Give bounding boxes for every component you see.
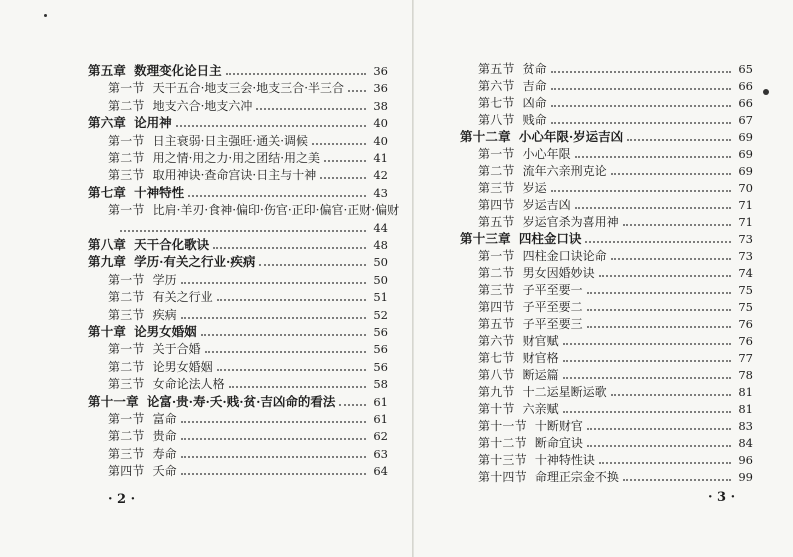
toc-leader-dots — [320, 177, 366, 179]
toc-entry-label: 第八节 — [478, 368, 515, 382]
toc-entry-label: 第一节 — [108, 412, 145, 426]
toc-section-row — [478, 246, 753, 263]
toc-entry-label: 第六节 — [478, 79, 515, 93]
toc-entry-label: 第三节 — [108, 446, 145, 461]
toc-entry-title: 子平至要一 — [522, 283, 583, 297]
toc-page-number: 51 — [373, 290, 388, 305]
toc-section-row — [108, 339, 388, 356]
toc-entry-label: 第一节 — [478, 249, 515, 263]
toc-leader-dots — [551, 122, 731, 124]
toc-chapter-row — [88, 113, 388, 130]
toc-entry-title: 论男女婚姻 — [152, 359, 213, 374]
toc-entry-title: 论用神 — [134, 115, 172, 131]
toc-leader-dots — [181, 456, 366, 458]
toc-section-row — [478, 178, 753, 195]
toc-page-number: 58 — [373, 377, 388, 392]
toc-continuation-row — [108, 218, 388, 235]
toc-page-number: 38 — [373, 98, 388, 113]
right-page — [418, 0, 793, 557]
toc-leader-dots — [563, 343, 731, 345]
toc-leader-dots — [312, 143, 366, 145]
toc-entry-title: 女命论法人格 — [152, 377, 225, 392]
toc-page-number: 56 — [373, 359, 388, 374]
toc-page-number: 84 — [738, 436, 753, 450]
toc-page-number: 71 — [738, 198, 753, 212]
toc-leader-dots — [229, 386, 366, 388]
toc-entry-label: 第十二节 — [478, 436, 527, 450]
toc-entry-title: 小心年限 — [522, 147, 571, 161]
toc-entry-title: 子平至要三 — [522, 317, 583, 331]
toc-page-number: 99 — [738, 470, 753, 484]
toc-entry-label: 第六节 — [478, 334, 515, 348]
toc-entry-title: 吉命 — [522, 79, 547, 93]
toc-entry-label: 第十节 — [478, 402, 515, 416]
toc-entry-label: 第二节 — [108, 359, 145, 374]
toc-entry-label: 第一节 — [108, 272, 145, 287]
toc-entry-title: 岁运官杀为喜用神 — [522, 215, 619, 229]
toc-entry-title: 岁运吉凶 — [522, 198, 571, 212]
toc-page-number: 78 — [738, 368, 753, 382]
toc-page-number: 50 — [373, 255, 388, 270]
toc-entry-title: 四柱金口诀论命 — [522, 249, 607, 263]
toc-entry-label: 第九章 — [88, 254, 127, 270]
toc-page-number: 75 — [738, 300, 753, 314]
toc-entry-title: 贱命 — [522, 113, 547, 127]
toc-section-row — [478, 416, 753, 433]
toc-page-number: 76 — [738, 317, 753, 331]
toc-leader-dots — [611, 394, 731, 396]
toc-page-number: 40 — [373, 116, 388, 131]
toc-entry-title: 疾病 — [152, 307, 177, 322]
toc-entry-label: 第三节 — [478, 283, 515, 297]
toc-entry-title: 财官格 — [522, 351, 559, 365]
toc-section-row — [108, 426, 388, 443]
toc-entry-title: 地支六合·地支六冲 — [152, 98, 253, 113]
toc-page-number: 81 — [738, 385, 753, 399]
toc-section-row — [478, 382, 753, 399]
toc-leader-dots — [551, 105, 731, 107]
toc-leader-dots — [611, 258, 731, 260]
toc-leader-dots — [181, 473, 366, 475]
toc-section-row — [478, 212, 753, 229]
toc-section-row — [478, 314, 753, 331]
toc-leader-dots — [575, 207, 731, 209]
toc-entry-title: 十二运星断运歌 — [522, 385, 607, 399]
toc-page-number: 36 — [373, 64, 388, 78]
toc-entry-label: 第三节 — [478, 181, 515, 195]
toc-page-number: 61 — [373, 394, 388, 409]
toc-entry-title: 四柱金口诀 — [518, 231, 582, 246]
toc-chapter-row — [460, 127, 753, 144]
toc-section-row — [478, 144, 753, 161]
toc-entry-title: 关于合婚 — [152, 342, 201, 357]
toc-section-row — [478, 433, 753, 450]
toc-page-number: 70 — [738, 181, 753, 195]
toc-page-number: 65 — [738, 62, 753, 76]
toc-leader-dots — [599, 462, 731, 464]
toc-entry-label: 第七节 — [478, 351, 515, 365]
toc-entry-title: 流年六亲刑克论 — [522, 164, 607, 178]
toc-leader-dots — [226, 73, 366, 75]
toc-leader-dots — [587, 309, 731, 311]
toc-entry-title: 凶命 — [522, 96, 547, 110]
toc-entry-label: 第二节 — [108, 290, 145, 305]
toc-page-number: 69 — [738, 147, 753, 161]
toc-section-row — [478, 331, 753, 348]
toc-leader-dots — [205, 351, 366, 353]
toc-entry-label: 第一节 — [478, 147, 515, 161]
toc-section-row — [478, 263, 753, 280]
toc-leader-dots — [201, 334, 366, 336]
toc-chapter-row — [88, 252, 388, 269]
toc-page-number: 66 — [738, 96, 753, 110]
toc-section-row — [108, 78, 388, 95]
toc-entry-title: 贵命 — [152, 429, 177, 444]
toc-section-row — [108, 444, 388, 461]
toc-page-number: 75 — [738, 283, 753, 297]
toc-page-number: 48 — [373, 238, 388, 252]
toc-page-number: 62 — [373, 429, 388, 444]
toc-page-number: 50 — [373, 272, 388, 287]
toc-section-row — [108, 357, 388, 374]
toc-section-row — [478, 195, 753, 212]
toc-entry-title: 学历·有关之行业·疾病 — [134, 254, 256, 270]
toc-leader-dots — [176, 125, 366, 127]
toc-page-number: 83 — [738, 419, 753, 433]
toc-section-row — [478, 450, 753, 467]
book-gutter — [412, 0, 414, 557]
toc-page-number: 66 — [738, 79, 753, 93]
toc-entry-title: 数理变化论日主 — [134, 63, 222, 78]
toc-section-row — [108, 200, 400, 218]
toc-section-row — [478, 59, 753, 76]
toc-entry-label: 第二节 — [108, 151, 145, 165]
toc-page-number: 64 — [373, 464, 388, 479]
page-number-right: · 3 · — [708, 490, 736, 505]
toc-page-number: 42 — [373, 168, 388, 183]
toc-leader-dots — [623, 479, 731, 481]
toc-chapter-row — [460, 229, 753, 246]
toc-entry-label: 第八节 — [478, 113, 515, 127]
toc-entry-title: 岁运 — [522, 181, 547, 195]
toc-page-number: 52 — [373, 307, 388, 322]
toc-chapter-row — [88, 392, 388, 409]
toc-section-row — [108, 305, 388, 322]
toc-section-row — [478, 297, 753, 314]
toc-section-row — [478, 365, 753, 382]
toc-leader-dots — [213, 247, 366, 249]
toc-page-number: 71 — [738, 215, 753, 229]
toc-leader-dots — [585, 241, 731, 243]
toc-leader-dots — [563, 360, 731, 362]
toc-section-row — [478, 76, 753, 93]
toc-section-row — [108, 165, 388, 182]
toc-entry-label: 第二节 — [478, 164, 515, 178]
toc-entry-label: 第三节 — [108, 377, 145, 392]
toc-entry-label: 第四节 — [108, 464, 145, 479]
toc-section-row — [478, 467, 753, 484]
toc-leader-dots — [181, 421, 366, 423]
toc-leader-dots — [259, 264, 366, 266]
toc-leader-dots — [551, 190, 731, 192]
toc-entry-title: 小心年限·岁运吉凶 — [518, 129, 624, 144]
toc-entry-title: 子平至要二 — [522, 300, 583, 314]
toc-entry-title: 比肩·羊刃·食神·偏印·伤官·正印·偏官·正财·偏财 — [152, 203, 400, 218]
toc-page-number: 74 — [738, 266, 753, 280]
toc-page-number: 73 — [738, 232, 753, 246]
toc-leader-dots — [217, 369, 366, 371]
toc-entry-label: 第五节 — [478, 62, 515, 76]
toc-leader-dots — [256, 108, 366, 110]
toc-leader-dots — [181, 282, 366, 284]
toc-entry-label: 第三节 — [108, 307, 145, 322]
toc-leader-dots — [188, 195, 366, 197]
toc-entry-label: 第八章 — [88, 237, 127, 252]
toc-chapter-row — [88, 183, 388, 200]
toc-page-number: 44 — [373, 220, 388, 235]
toc-entry-title: 论男女婚姻 — [134, 324, 197, 339]
toc-leader-dots — [181, 438, 366, 440]
toc-entry-title: 天干合化歌诀 — [134, 237, 210, 252]
toc-section-row — [108, 409, 388, 426]
toc-section-row — [478, 93, 753, 110]
toc-entry-label: 第二节 — [478, 266, 515, 280]
toc-leader-dots — [348, 90, 366, 92]
toc-entry-label: 第十二章 — [460, 129, 511, 144]
toc-page-number: 41 — [373, 151, 388, 165]
toc-entry-label: 第一节 — [108, 81, 145, 96]
toc-page-number: 63 — [373, 446, 388, 461]
toc-chapter-row — [88, 322, 388, 339]
toc-leader-dots — [575, 156, 731, 158]
toc-leader-dots — [217, 299, 366, 301]
toc-entry-title: 六亲赋 — [522, 402, 559, 416]
toc-entry-label: 第十章 — [88, 324, 127, 339]
toc-entry-label: 第十一节 — [478, 419, 527, 433]
toc-section-row — [478, 280, 753, 297]
toc-chapter-row — [88, 235, 388, 252]
toc-page-number: 69 — [738, 130, 753, 144]
toc-entry-label: 第一节 — [108, 203, 145, 218]
toc-entry-title: 有关之行业 — [152, 290, 213, 305]
toc-section-row — [478, 110, 753, 127]
toc-entry-title: 财官赋 — [522, 334, 559, 348]
toc-page-number: 81 — [738, 402, 753, 416]
toc-entry-label: 第十一章 — [88, 393, 139, 409]
toc-entry-label: 第一节 — [108, 342, 145, 357]
toc-leader-dots — [563, 411, 731, 413]
toc-leader-dots — [120, 230, 366, 232]
toc-entry-label: 第十四节 — [478, 470, 527, 484]
toc-leader-dots — [611, 173, 731, 175]
toc-entry-label: 第二节 — [108, 98, 145, 113]
toc-entry-label: 第二节 — [108, 429, 145, 444]
toc-entry-label: 第三节 — [108, 168, 145, 183]
toc-leader-dots — [324, 160, 366, 162]
toc-leader-dots — [551, 88, 731, 90]
toc-entry-title: 男女因婚妙诀 — [522, 266, 595, 280]
toc-section-row — [478, 399, 753, 416]
toc-entry-title: 贫命 — [522, 62, 547, 76]
toc-entry-label: 第九节 — [478, 385, 515, 399]
toc-page-number: 40 — [373, 133, 388, 148]
print-speck — [44, 14, 47, 17]
toc-entry-label: 第五节 — [478, 215, 515, 229]
toc-page-number: 36 — [373, 81, 388, 96]
toc-section-row — [108, 96, 388, 113]
toc-entry-title: 断命宜诀 — [534, 436, 583, 450]
toc-section-row — [108, 148, 388, 165]
toc-leader-dots — [587, 428, 731, 430]
toc-leader-dots — [599, 275, 731, 277]
toc-page-number: 73 — [738, 249, 753, 263]
toc-leader-dots — [623, 224, 731, 226]
toc-leader-dots — [563, 377, 731, 379]
toc-page-number: 77 — [738, 351, 753, 365]
toc-entry-title: 取用神诀·查命宫诀·日主与十神 — [152, 168, 317, 183]
toc-entry-label: 第七节 — [478, 96, 515, 110]
toc-page-number: 56 — [373, 325, 388, 339]
toc-entry-title: 十神特性 — [134, 184, 185, 200]
toc-section-row — [108, 287, 388, 304]
toc-entry-label: 第一节 — [108, 133, 145, 148]
toc-leader-dots — [627, 139, 731, 141]
toc-entry-label: 第十三节 — [478, 453, 527, 467]
toc-entry-label: 第六章 — [88, 115, 127, 131]
toc-leader-dots — [587, 326, 731, 328]
toc-entry-title: 寿命 — [152, 446, 177, 461]
page-number-left: · 2 · — [108, 492, 136, 507]
toc-entry-title: 用之情·用之力·用之团结·用之美 — [152, 151, 321, 165]
toc-section-row — [108, 461, 388, 478]
toc-entry-title: 日主衰弱·日主强旺·通关·调候 — [152, 133, 309, 148]
toc-leader-dots — [181, 317, 366, 319]
toc-entry-title: 天干五合·地支三会·地支三合·半三合 — [152, 81, 345, 96]
toc-entry-title: 十断财官 — [534, 419, 583, 433]
toc-entry-title: 十神特性诀 — [534, 453, 595, 467]
toc-entry-title: 学历 — [152, 272, 177, 287]
toc-section-row — [108, 270, 388, 287]
toc-section-row — [478, 161, 753, 178]
toc-page-number: 67 — [738, 113, 753, 127]
toc-entry-title: 富命 — [152, 412, 177, 426]
toc-entry-title: 夭命 — [152, 464, 177, 479]
toc-entry-title: 命理正宗金不换 — [534, 470, 619, 484]
toc-entry-title: 断运篇 — [522, 368, 559, 382]
toc-page-number: 69 — [738, 164, 753, 178]
toc-page-number: 56 — [373, 342, 388, 357]
toc-section-row — [478, 348, 753, 365]
toc-page-number: 96 — [738, 453, 753, 467]
toc-entry-label: 第四节 — [478, 198, 515, 212]
toc-leader-dots — [339, 404, 366, 406]
print-speck — [763, 89, 769, 95]
toc-entry-label: 第五章 — [88, 63, 127, 78]
toc-section-row — [108, 374, 388, 391]
toc-section-row — [108, 131, 388, 148]
toc-entry-label: 第十三章 — [460, 231, 511, 246]
toc-entry-label: 第七章 — [88, 184, 127, 200]
toc-page-number: 61 — [373, 412, 388, 426]
toc-chapter-row — [88, 61, 388, 78]
toc-page-number: 76 — [738, 334, 753, 348]
toc-leader-dots — [551, 71, 731, 73]
toc-leader-dots — [587, 292, 731, 294]
toc-entry-title: 论富·贵·寿·夭·贱·贫·吉凶命的看法 — [146, 393, 336, 409]
toc-entry-label: 第四节 — [478, 300, 515, 314]
toc-leader-dots — [587, 445, 731, 447]
toc-page-number: 43 — [373, 185, 388, 200]
toc-entry-label: 第五节 — [478, 317, 515, 331]
